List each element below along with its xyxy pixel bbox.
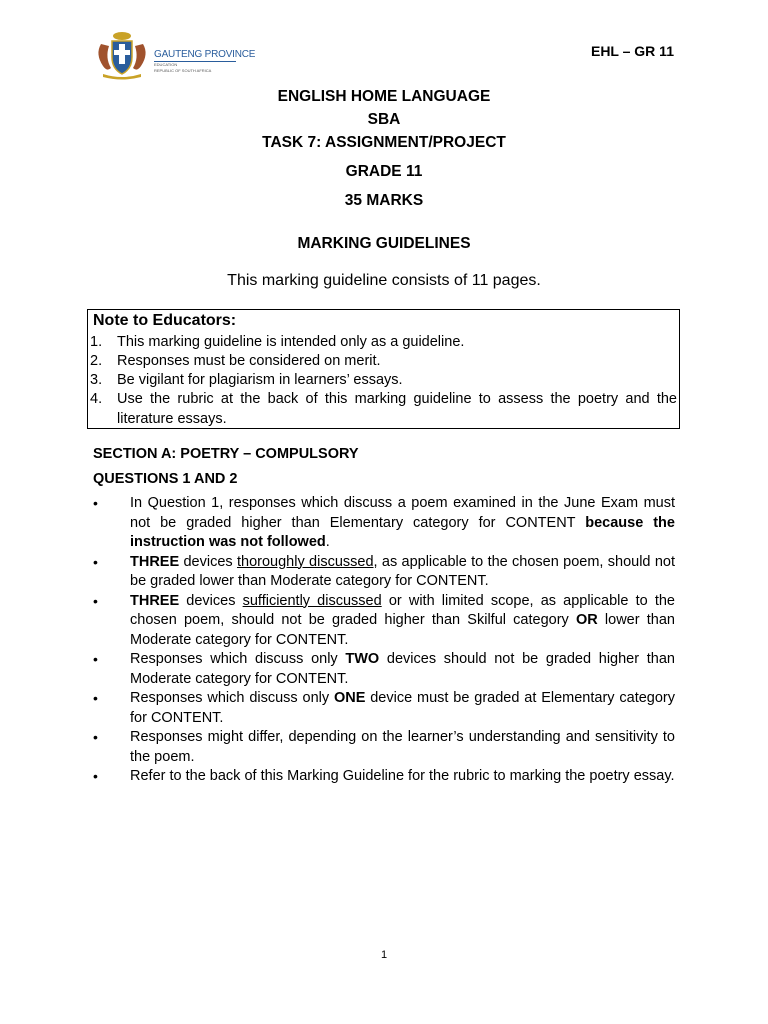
text-run-bold: OR [575,612,598,628]
list-item-text [130,494,675,553]
bullet-icon: • [93,553,98,570]
list-item [93,689,675,728]
text-run: device must be graded at Elementary category for CONTENT. [130,690,675,726]
list-item [93,767,675,787]
text-run: devices should not be graded higher than Moderate category for CONTENT. [130,651,675,687]
title-task: TASK 7: ASSIGNMENT/PROJECT [262,134,506,151]
note-to-educators-box [87,309,680,429]
text-run: devices [179,553,237,570]
note-title: Note to Educators: [93,312,237,329]
bullet-icon: • [93,729,98,745]
logo-subtitle-republic: REPUBLIC OF SOUTH AFRICA [154,68,212,73]
header-code: EHL – GR 11 [590,43,674,59]
questions-heading: QUESTIONS 1 AND 2 [93,471,238,487]
text-run-underlined: thoroughly discussed [236,553,374,570]
text-run: , as applicable to the chosen poem, should not be graded lower than Moderate category for CONTENT. [130,553,675,589]
text-run: devices [179,592,243,609]
note-item-number: 3. [90,372,103,388]
list-item-text: Responses might differ, depending on the learner’s understanding and sensitivity to the poem. [130,729,675,765]
list-item [93,650,675,689]
note-item-text: Use the rubric at the back of this marking guideline to assess the poetry and the literature essays. [117,391,677,427]
note-item-text: Be vigilant for plagiarism in learners’ essays. [117,372,403,388]
text-run: lower than Moderate category for CONTENT. [130,612,675,648]
text-run-bold: because the instruction was not followed [130,514,675,550]
text-run: In Question 1, responses which discuss a poem examined in the June Exam must not be graded higher than Elementary category for CONTENT [130,495,675,531]
note-item-number: 2. [90,353,103,369]
bullet-icon: • [93,768,98,784]
coat-of-arms-icon [93,30,151,80]
title-marking-guidelines: MARKING GUIDELINES [297,235,471,252]
list-item [93,494,675,553]
note-item-number: 4. [90,391,103,407]
text-run-bold: THREE [130,553,180,570]
bullet-icon: • [93,651,98,667]
text-run: . [325,534,330,550]
text-run: Responses which discuss only [130,651,346,667]
text-run: Responses which discuss only [130,690,334,706]
bullet-icon: • [93,592,98,609]
title-grade: GRADE 11 [345,163,423,180]
list-item-text [130,650,675,689]
logo-name: GAUTENG PROVINCE [154,49,256,60]
title-subject: ENGLISH HOME LANGUAGE [277,88,491,105]
gauteng-logo [93,30,256,80]
list-item-text [130,553,675,592]
section-a-heading: SECTION A: POETRY – COMPULSORY [93,446,359,462]
note-item-text: Responses must be considered on merit. [117,353,381,369]
bullet-icon: • [93,495,98,511]
note-item-number: 1. [90,334,103,350]
list-item-text [130,689,675,728]
title-sba: SBA [367,111,401,128]
text-run-bold: ONE [333,690,366,706]
list-item [93,592,675,651]
note-item-text: This marking guideline is intended only as a guideline. [117,334,465,350]
list-item-text [130,592,675,651]
title-marks: 35 MARKS [344,192,424,209]
bullet-icon: • [93,690,98,706]
list-item [93,553,675,592]
text-run-bold: TWO [345,651,380,667]
page-number: 1 [380,949,388,961]
text-run: or with limited scope, as applicable to the chosen poem, should not be graded higher than Skilful category [130,592,675,628]
logo-subtitle-education: EDUCATION [154,62,178,67]
list-item [93,728,675,767]
list-item-text: Refer to the back of this Marking Guideline for the rubric to marking the poetry essay. [130,768,675,784]
text-run-underlined: sufficiently discussed [242,592,382,609]
text-run-bold: THREE [130,592,180,609]
pages-statement: This marking guideline consists of 11 pages. [227,272,541,289]
guideline-bullet-list [93,494,675,787]
